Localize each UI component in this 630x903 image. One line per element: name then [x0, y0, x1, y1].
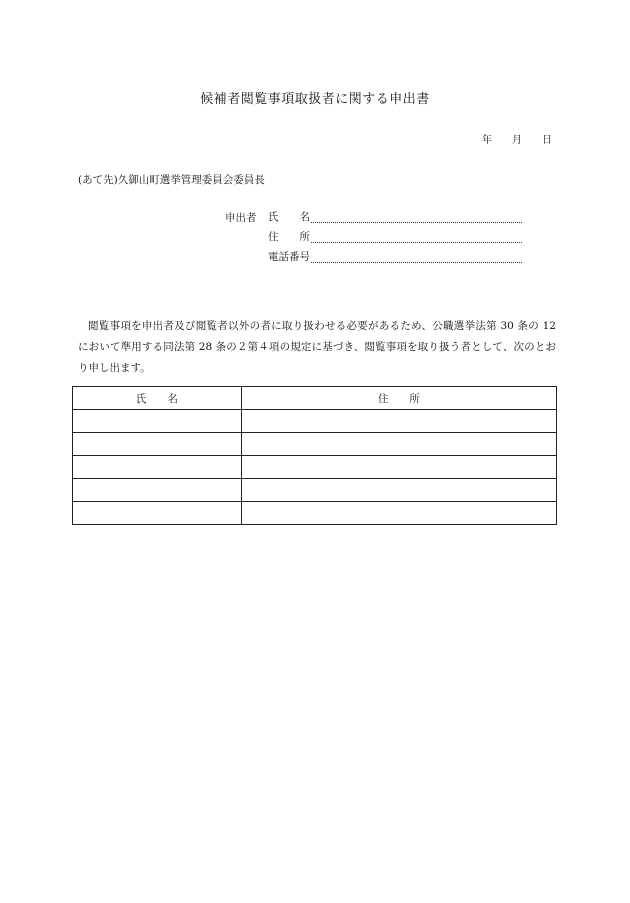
date-line: 年 月 日 — [482, 135, 552, 146]
table-cell-address[interactable] — [241, 502, 556, 525]
applicant-phone-field[interactable] — [268, 249, 522, 263]
body-paragraph: 閲覧事項を申出者及び閲覧者以外の者に取り扱わせる必要があるため、公職選挙法第 30 条の 12 において準用する同法第 28 条の２第４項の規定に基づき、閲覧事項を取り扱う者として、次のとおり申し出ます。 — [78, 319, 556, 374]
column-header-name: 氏 名 — [73, 387, 242, 410]
table-row — [73, 410, 557, 433]
applicant-address-field[interactable] — [268, 229, 522, 243]
table-row — [73, 479, 557, 502]
applicant-name-field[interactable] — [268, 209, 522, 223]
table-cell-address[interactable] — [241, 479, 556, 502]
table-cell-name[interactable] — [73, 502, 242, 525]
table-row — [73, 456, 557, 479]
table-row — [73, 433, 557, 456]
table-row — [73, 502, 557, 525]
table-cell-name[interactable] — [73, 433, 242, 456]
addressee: (あて先)久御山町選挙管理委員会委員長 — [78, 174, 265, 186]
handler-table — [72, 386, 557, 525]
column-header-address: 住 所 — [241, 387, 556, 410]
applicant-phone-label: 電話番号 — [268, 251, 310, 263]
table-cell-name[interactable] — [73, 479, 242, 502]
applicant-address-label: 住 所 — [268, 231, 310, 243]
table-cell-address[interactable] — [241, 456, 556, 479]
document-title: 候補者閲覧事項取扱者に関する申出書 — [200, 92, 430, 107]
table-cell-name[interactable] — [73, 410, 242, 433]
table-cell-address[interactable] — [241, 433, 556, 456]
table-header-row — [73, 387, 557, 410]
applicant-name-label: 氏 名 — [268, 211, 310, 223]
table-cell-address[interactable] — [241, 410, 556, 433]
table-cell-name[interactable] — [73, 456, 242, 479]
applicant-label: 申出者 — [225, 212, 257, 224]
